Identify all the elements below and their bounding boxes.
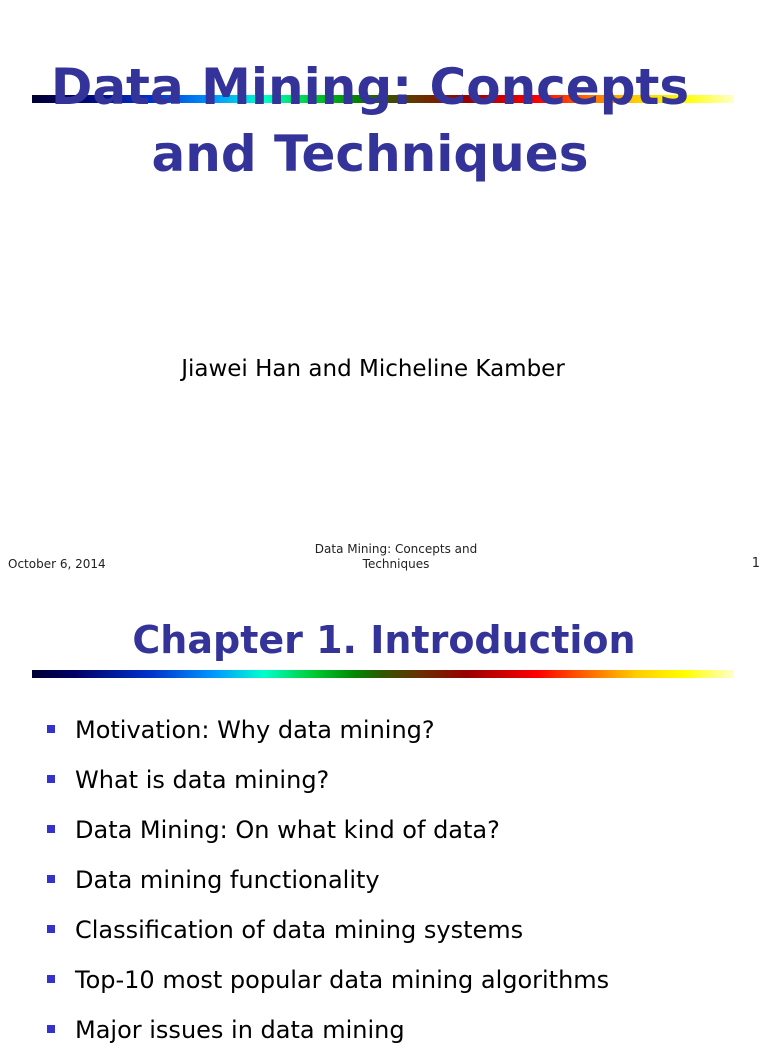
list-item	[46, 960, 609, 1010]
list-item-text: Data Mining: On what kind of data?	[75, 816, 500, 844]
list-item	[46, 810, 609, 860]
list-item	[46, 910, 609, 960]
list-item	[46, 760, 609, 810]
list-item-text: Motivation: Why data mining?	[75, 716, 435, 744]
slide-title: Data Mining: Concepts and Techniques	[50, 58, 690, 183]
slide-2	[0, 578, 768, 1044]
square-bullet-icon	[47, 1025, 55, 1033]
square-bullet-icon	[47, 825, 55, 833]
list-item-text: What is data mining?	[75, 766, 330, 794]
list-item-text: Top-10 most popular data mining algorithms	[75, 966, 610, 994]
rainbow-divider	[32, 670, 734, 678]
square-bullet-icon	[47, 925, 55, 933]
list-item	[46, 710, 609, 760]
list-item-text: Major issues in data mining	[75, 1016, 405, 1044]
list-item	[46, 860, 609, 910]
list-item	[46, 1010, 609, 1060]
bullet-list	[46, 710, 609, 1060]
footer-page-number: 1	[751, 556, 760, 571]
square-bullet-icon	[47, 725, 55, 733]
list-item-text: Data mining functionality	[75, 866, 380, 894]
chapter-title: Chapter 1. Introduction	[132, 618, 636, 662]
slide-subtitle-authors: Jiawei Han and Micheline Kamber	[181, 356, 565, 382]
list-item-text: Classification of data mining systems	[75, 916, 524, 944]
square-bullet-icon	[47, 875, 55, 883]
square-bullet-icon	[47, 775, 55, 783]
footer-date: October 6, 2014	[8, 557, 106, 571]
square-bullet-icon	[47, 975, 55, 983]
footer-title: Data Mining: Concepts and Techniques	[314, 542, 478, 571]
